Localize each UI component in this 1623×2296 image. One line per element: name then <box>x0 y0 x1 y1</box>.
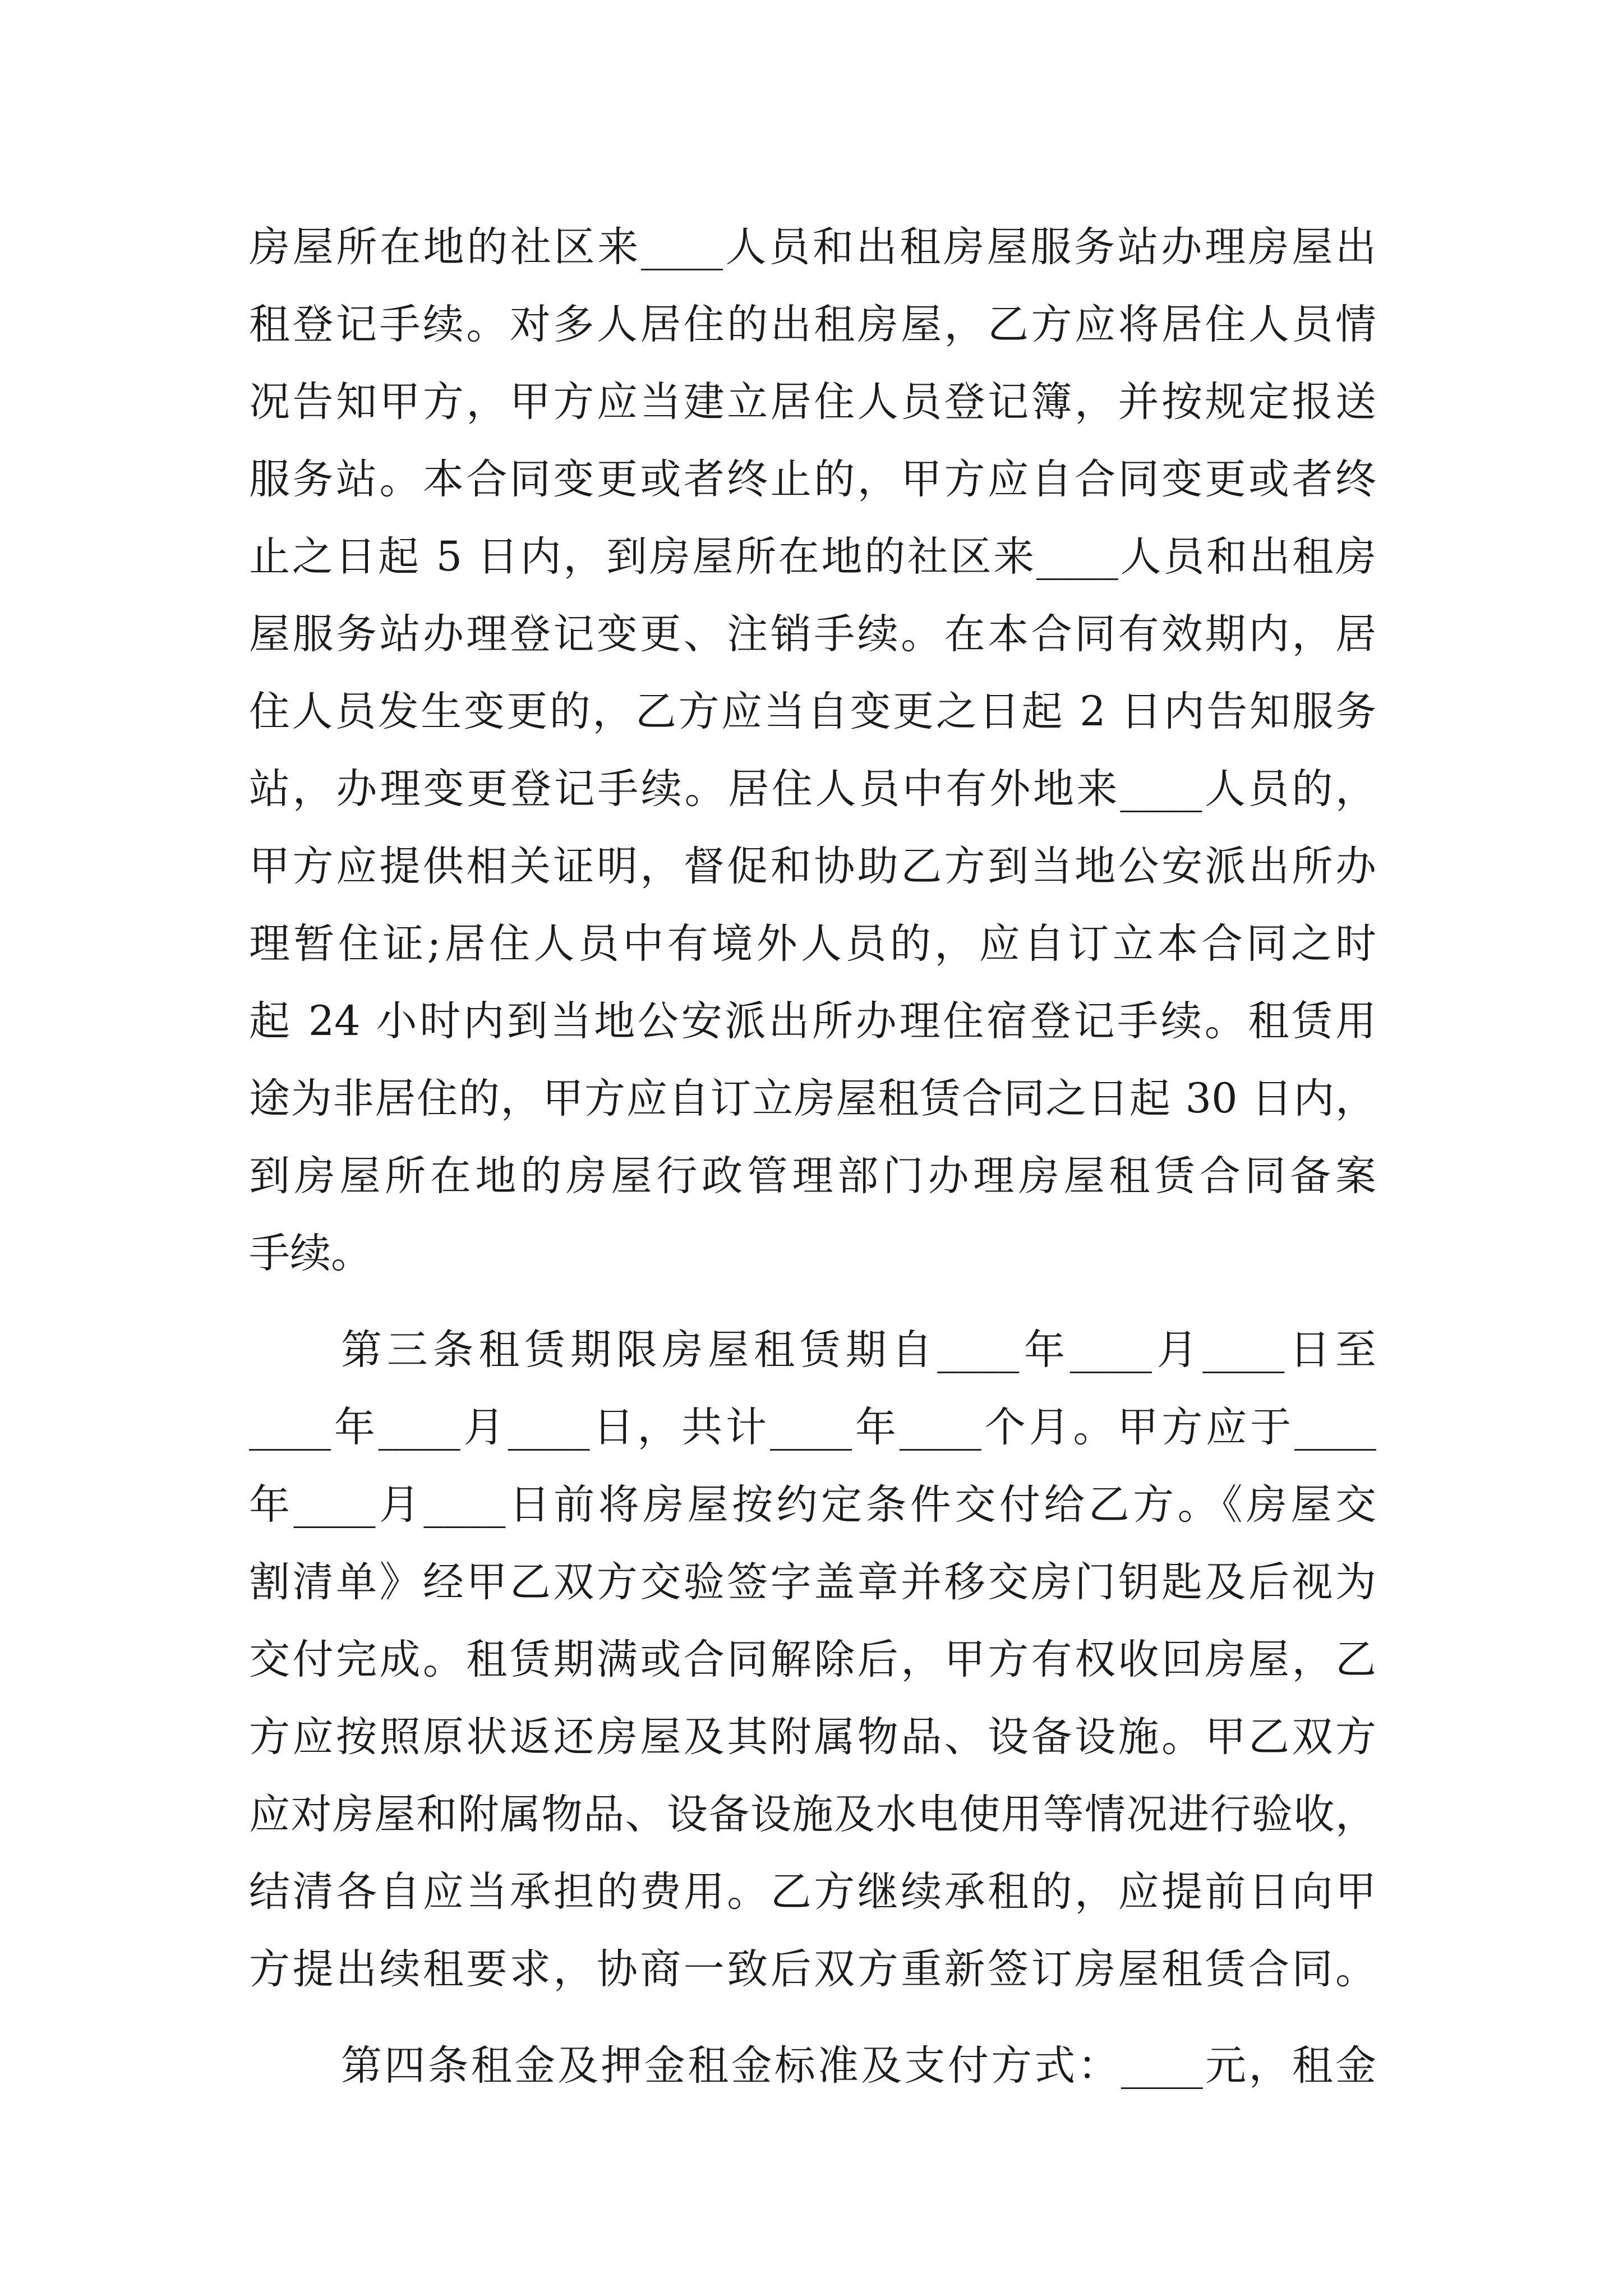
text-line: 结清各自应当承担的费用。乙方继续承租的，应提前日向甲 <box>249 1868 1376 1916</box>
paragraph-spacer <box>249 1292 1376 1312</box>
text-line: 应对房屋和附属物品、设备设施及水电使用等情况进行验收， <box>249 1791 1376 1838</box>
text-line: 第四条租金及押金租金标准及支付方式：____元，租金 <box>341 2042 1376 2090</box>
text-line: 租登记手续。对多人居住的出租房屋，乙方应将居住人员情 <box>249 301 1376 348</box>
text-line: 房屋所在地的社区来____人员和出租房屋服务站办理房屋出 <box>249 223 1376 271</box>
document-body <box>249 209 1376 2105</box>
text-line: 起 24 小时内到当地公安派出所办理住宿登记手续。租赁用 <box>249 997 1376 1045</box>
text-line: 住人员发生变更的，乙方应当自变更之日起 2 日内告知服务 <box>249 688 1376 735</box>
text-line: 手续。 <box>249 1230 372 1277</box>
text-line: 服务站。本合同变更或者终止的，甲方应自合同变更或者终 <box>249 455 1376 503</box>
paragraph-registration <box>249 209 1376 1292</box>
text-line: 屋服务站办理登记变更、注销手续。在本合同有效期内，居 <box>249 610 1376 658</box>
paragraph-article-3-lease-term <box>249 1312 1376 2008</box>
text-line: 交付完成。租赁期满或合同解除后，甲方有权收回房屋，乙 <box>249 1636 1376 1683</box>
text-line: 甲方应提供相关证明，督促和协助乙方到当地公安派出所办 <box>249 843 1376 890</box>
text-line: 站，办理变更登记手续。居住人员中有外地来____人员的， <box>249 765 1376 813</box>
paragraph-spacer <box>249 2008 1376 2027</box>
text-line: 割清单》经甲乙双方交验签字盖章并移交房门钥匙及后视为 <box>249 1558 1376 1606</box>
text-line: 止之日起 5 日内，到房屋所在地的社区来____人员和出租房 <box>249 533 1376 581</box>
text-line: 理暂住证;居住人员中有境外人员的，应自订立本合同之时 <box>249 920 1376 968</box>
text-line: 年____月____日前将房屋按约定条件交付给乙方。《房屋交 <box>249 1481 1376 1529</box>
text-line: 到房屋所在地的房屋行政管理部门办理房屋租赁合同备案 <box>249 1152 1376 1200</box>
text-line: 方提出续租要求，协商一致后双方重新签订房屋租赁合同。 <box>249 1945 1376 1993</box>
text-line: 况告知甲方，甲方应当建立居住人员登记簿，并按规定报送 <box>249 378 1376 426</box>
text-line: 第三条租赁期限房屋租赁期自____年____月____日至 <box>341 1326 1376 1374</box>
paragraph-article-4-rent-deposit <box>249 2027 1376 2105</box>
text-line: ____年____月____日，共计____年____个月。甲方应于____ <box>249 1404 1376 1451</box>
text-line: 途为非居住的，甲方应自订立房屋租赁合同之日起 30 日内， <box>249 1075 1376 1122</box>
text-line: 方应按照原状返还房屋及其附属物品、设备设施。甲乙双方 <box>249 1713 1376 1761</box>
